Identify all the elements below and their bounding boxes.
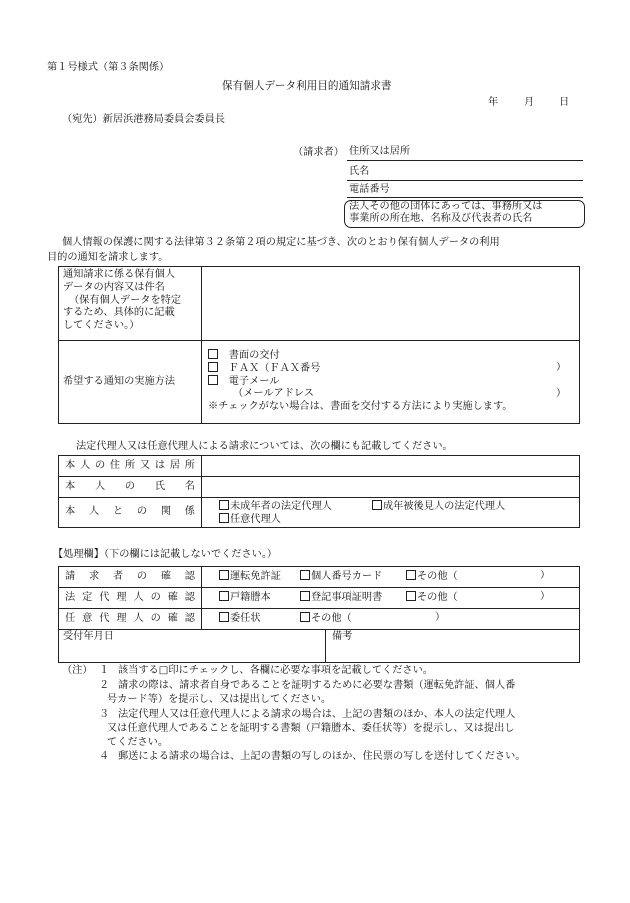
received-row bbox=[59, 630, 580, 663]
option-written-label: 書面の交付 bbox=[228, 350, 280, 361]
relation-voluntary-label: 任意代理人 bbox=[230, 514, 281, 525]
note-4: 郵送による請求の場合は、上記の書類の写しのほか、住民票の写しを送付してください。 bbox=[118, 751, 526, 762]
option-power-of-attorney[interactable] bbox=[219, 612, 261, 626]
option-label: 委任状 bbox=[230, 613, 261, 624]
requester-name-label: 氏名 bbox=[349, 166, 370, 177]
checkbox[interactable] bbox=[219, 570, 229, 580]
date-day-label: 日 bbox=[559, 97, 570, 108]
option-registry[interactable] bbox=[300, 591, 382, 605]
requester-address-label: 住所又は居所 bbox=[349, 146, 411, 157]
option-label: 戸籍謄本 bbox=[230, 592, 271, 603]
agent-address-input[interactable] bbox=[202, 456, 580, 477]
agent-relation-label: 本人との関係 bbox=[59, 498, 202, 528]
option-fax-label: ＦＡＸ（ＦＡＸ番号 bbox=[228, 363, 321, 374]
email-close-paren: ） bbox=[556, 388, 567, 399]
checkbox[interactable] bbox=[219, 591, 229, 601]
option-label: その他（ bbox=[417, 592, 458, 603]
requester-phone-label: 電話番号 bbox=[349, 184, 390, 195]
content-label-line: データの内容又は件名 bbox=[63, 281, 165, 293]
note-4-number: ４ bbox=[99, 751, 110, 762]
requester-check-label: 請求者の確認 bbox=[59, 567, 202, 588]
content-label-line: するため、具体的に記載 bbox=[63, 307, 175, 319]
legal-check-options bbox=[202, 588, 580, 609]
relation-legal-option[interactable] bbox=[219, 500, 332, 514]
checkbox[interactable] bbox=[300, 612, 310, 622]
date-month-label: 月 bbox=[524, 97, 535, 108]
note-3b: 又は任意代理人であることを証明する書類（戸籍謄本、委任状等）を提示し、又は提出し bbox=[107, 723, 515, 734]
option-other[interactable] bbox=[300, 612, 352, 626]
content-row bbox=[59, 267, 580, 341]
method-options-cell bbox=[202, 341, 580, 424]
relation-voluntary-option[interactable] bbox=[219, 513, 281, 527]
fax-close-paren: ） bbox=[556, 362, 567, 373]
agent-note: 法定代理人又は任意代理人による請求については、次の欄にも記載してください。 bbox=[76, 441, 453, 452]
relation-guardian-label: 成年被後見人の法定代理人 bbox=[383, 501, 506, 512]
note-2b: 号カード等）を提示し、又は提出してください。 bbox=[107, 694, 332, 705]
agent-name-label: 本人の氏名 bbox=[59, 477, 202, 498]
note-3-number: ３ bbox=[99, 709, 110, 720]
checkbox[interactable] bbox=[219, 612, 229, 622]
notes-prefix: （注） bbox=[62, 665, 93, 676]
org-note-line1: 法人その他の団体にあっては、事務所又は bbox=[349, 201, 543, 212]
checkbox[interactable] bbox=[208, 349, 218, 359]
method-row bbox=[59, 341, 580, 424]
relation-guardian-option[interactable] bbox=[372, 500, 505, 514]
legal-check-row bbox=[59, 588, 580, 609]
checkbox[interactable] bbox=[300, 591, 310, 601]
requester-check-options bbox=[202, 567, 580, 588]
agent-table bbox=[58, 455, 580, 528]
requester-check-row bbox=[59, 567, 580, 588]
agent-relation-cell bbox=[202, 498, 580, 528]
note-1: 該当する□印にチェックし、各欄に必要な事項を記載してください。 bbox=[118, 665, 433, 676]
checkbox[interactable] bbox=[208, 362, 218, 372]
content-label-cell bbox=[59, 267, 202, 341]
processing-header: 【処理欄】（下の欄には記載しないでください。） bbox=[53, 549, 278, 560]
checkbox[interactable] bbox=[300, 570, 310, 580]
requester-label: （請求者） bbox=[293, 147, 344, 158]
content-label-line: 通知請求に係る保有個人 bbox=[63, 269, 176, 280]
other-close-paren: ） bbox=[435, 612, 446, 623]
remarks-cell[interactable] bbox=[326, 630, 580, 663]
checkbox[interactable] bbox=[372, 500, 382, 510]
email-address-label: （メールアドレス bbox=[233, 388, 314, 399]
option-other[interactable] bbox=[406, 591, 458, 605]
intro-line2: 目的の通知を請求します。 bbox=[47, 252, 169, 263]
requester-phone-line[interactable] bbox=[347, 197, 583, 198]
option-email[interactable] bbox=[208, 375, 279, 389]
checkbox[interactable] bbox=[406, 591, 416, 601]
option-label: その他（ bbox=[417, 571, 458, 582]
voluntary-check-row bbox=[59, 609, 580, 630]
agent-name-input[interactable] bbox=[202, 477, 580, 498]
method-label-cell bbox=[59, 341, 202, 424]
option-written[interactable] bbox=[208, 349, 280, 363]
note-3a: 法定代理人又は任意代理人による請求の場合は、上記の書類のほか、本人の法定代理人 bbox=[118, 709, 516, 720]
processing-table bbox=[58, 566, 580, 663]
date-year-label: 年 bbox=[488, 97, 499, 108]
option-mynumber[interactable] bbox=[300, 570, 382, 584]
page-title: 保有個人データ利用目的通知請求書 bbox=[222, 80, 392, 92]
request-table bbox=[58, 266, 580, 424]
other-close-paren: ） bbox=[540, 570, 551, 581]
option-other[interactable] bbox=[406, 570, 458, 584]
org-note-line2: 事業所の所在地、名称及び代表者の氏名 bbox=[349, 213, 533, 224]
voluntary-check-label: 任意代理人の確認 bbox=[59, 609, 202, 630]
option-koseki[interactable] bbox=[219, 591, 271, 605]
checkbox[interactable] bbox=[219, 513, 229, 523]
checkbox[interactable] bbox=[208, 375, 218, 385]
agent-address-label: 本人の住所又は居所 bbox=[59, 456, 202, 477]
checkbox[interactable] bbox=[406, 570, 416, 580]
voluntary-check-options bbox=[202, 609, 580, 630]
intro-line1: 個人情報の保護に関する法律第３２条第２項の規定に基づき、次のとおり保有個人データの利用 bbox=[62, 237, 500, 248]
received-label: 受付年月日 bbox=[63, 631, 114, 642]
relation-legal-label: 未成年者の法定代理人 bbox=[230, 501, 332, 512]
method-note: ※チェックがない場合は、書面を交付する方法により実施します。 bbox=[208, 401, 513, 412]
note-2-number: ２ bbox=[99, 680, 110, 691]
note-3c: てください。 bbox=[107, 737, 169, 748]
legal-check-label: 法定代理人の確認 bbox=[59, 588, 202, 609]
method-label: 希望する通知の実施方法 bbox=[63, 375, 176, 387]
remarks-label: 備考 bbox=[332, 631, 353, 642]
content-label-line: してください。） bbox=[63, 320, 140, 331]
agent-address-row bbox=[59, 456, 580, 477]
content-label-line: （保有個人データを特定 bbox=[69, 294, 182, 306]
option-email-label: 電子メール bbox=[228, 376, 280, 387]
other-close-paren: ） bbox=[540, 591, 551, 602]
option-label: 運転免許証 bbox=[230, 571, 281, 582]
checkbox[interactable] bbox=[219, 500, 229, 510]
requester-name-line[interactable] bbox=[347, 180, 583, 181]
requester-address-line[interactable] bbox=[347, 160, 583, 161]
content-input-cell[interactable] bbox=[202, 267, 580, 341]
option-license[interactable] bbox=[219, 570, 281, 584]
note-2a: 請求の際は、請求者自身であることを証明するために必要な書類（運転免許証、個人番 bbox=[118, 680, 516, 691]
note-1-number: １ bbox=[99, 665, 110, 676]
option-fax[interactable] bbox=[208, 362, 320, 376]
option-label: その他（ bbox=[311, 613, 352, 624]
option-label: 個人番号カード bbox=[311, 571, 383, 582]
agent-name-row bbox=[59, 477, 580, 498]
form-number: 第１号様式（第３条関係） bbox=[47, 62, 170, 73]
agent-relation-row bbox=[59, 498, 580, 528]
addressee: （宛先）新居浜港務局委員会委員長 bbox=[62, 114, 225, 125]
received-cell[interactable] bbox=[59, 630, 326, 663]
option-label: 登記事項証明書 bbox=[311, 592, 383, 603]
